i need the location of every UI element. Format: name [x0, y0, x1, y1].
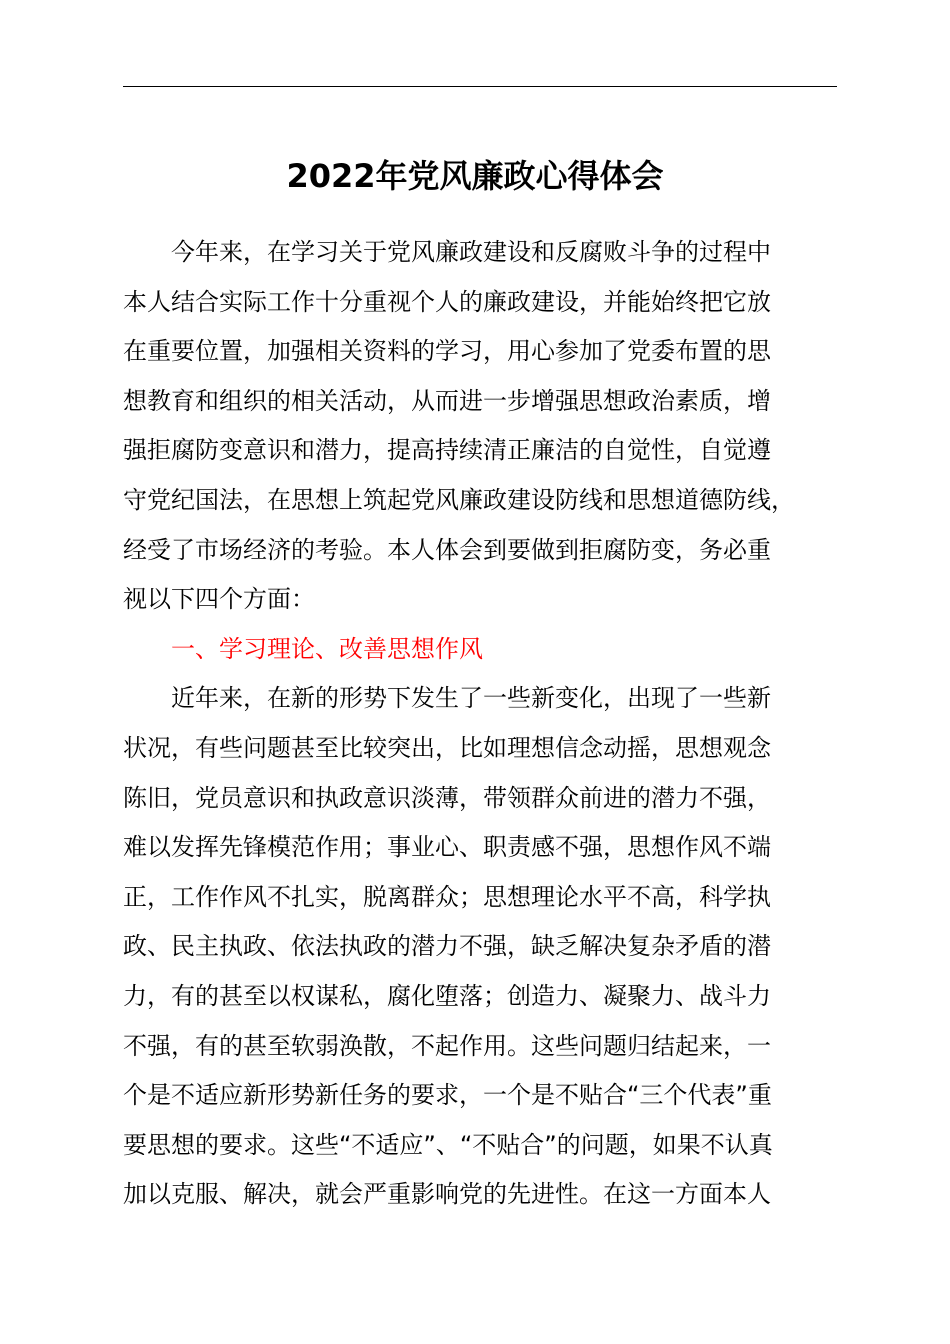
paragraph-section-1: 近年来，在新的形势下发生了一些新变化，出现了一些新 状况，有些问题甚至比较突出，比如理想信念动摇，思想观念 陈旧，党员意识和执政意识淡薄，带领群众前进的潜力不强， 难以发挥先锋模范作用；事业心、职责感不强，思想作风不端 正，工作作风不扎实，脱离群众；思想理论水平不高，科学执 政、民主执政、依法执政的潜力不强，缺乏解决复杂矛盾的潜 力，有的甚至以权谋私，腐化堕落；创造力、凝聚力、战斗力 不强，有的甚至软弱涣散，不起作用。这些问题归结起来，一 个是不适应新形势新任务的要求，一个是不贴合“三个代表”重 要思想的要求。这些“不适应”、“不贴合”的问题，如果不认真 加以克服、解决，就会严重影响党的先进性。在这一方面本人: [123, 684, 773, 1209]
paragraph-intro: 今年来，在学习关于党风廉政建设和反腐败斗争的过程中 本人结合实际工作十分重视个人的廉政建设，并能始终把它放 在重要位置，加强相关资料的学习，用心参加了党委布置的思 想教育和组织的相关活动，从而进一步增强思想政治素质，增 强拒腐防变意识和潜力，提高持续清正廉洁的自觉性，自觉遵 守党纪国法，在思想上筑起党风廉政建设防线和思想道德防线， 经受了市场经济的考验。本人体会到要做到拒腐防变，务必重 视以下四个方面：: [123, 238, 795, 614]
document-title: 2022年党风廉政心得体会: [286, 157, 664, 195]
header-rule: [123, 86, 837, 87]
document-body: [123, 228, 863, 1220]
section-heading-1: 一、学习理论、改善思想作风: [171, 634, 483, 663]
